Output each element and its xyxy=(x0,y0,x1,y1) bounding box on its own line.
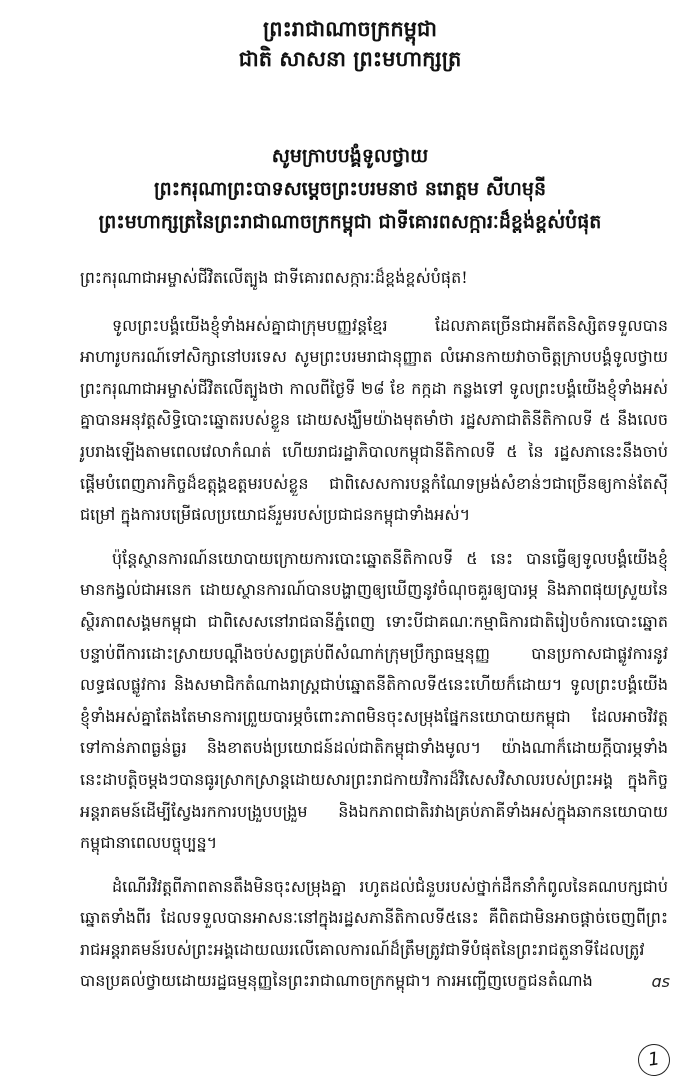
page-number: 1 xyxy=(636,1042,672,1078)
paragraph-3: ដំណើរវិវត្តពីភាពតានតឹងមិនចុះសម្រុងគ្នា រហូតដល់ជំនួបរបស់ថ្នាក់ដឹកនាំកំពូលនៃគណបក្សជាប់ឆ្នោតទាំងពីរ ដែលទទួលបានអាសនៈនៅក្នុងរដ្ឋសភានីតិកាលទី៥នេះ គឺពិតជាមិនអាចផ្តាច់ចេញពីព្រះរាជអន្តរាគមន៍របស់ព្រះអង្គដោយឈរលើគោលការណ៍ដ៏ត្រឹមត្រូវជាទីបំផុតនៃព្រះរាជតួនាទីដែលត្រូវបានប្រគល់ថ្វាយដោយរដ្ឋធម្មនុញ្ញនៃព្រះរាជាណាចក្រកម្ពុជា។ ការអញ្ជើញបេក្ខជនតំណាង xyxy=(80,876,668,991)
motto-nation-religion-king: ជាតិ សាសនា ព្រះមហាក្សត្រ xyxy=(238,46,462,71)
salutation-line-2: ព្រះករុណាព្រះបាទសម្តេចព្រះបរមនាថ នរោត្តម សីហមុនី xyxy=(153,178,547,200)
salutation-line-1: សូមក្រាបបង្គំទូលថ្វាយ xyxy=(271,145,429,167)
salutation-block xyxy=(0,140,700,239)
motto-kingdom: ព្រះរាជាណាចក្រកម្ពុជា xyxy=(262,16,437,41)
salutation-line-3: ព្រះមហាក្សត្រនៃព្រះរាជាណាចក្រកម្ពុជា ជាទីគោរពសក្ការៈដ៏ខ្ពង់ខ្ពស់បំផុត xyxy=(98,211,602,233)
paragraph-2: ប៉ុន្តែស្ថានការណ៍នយោបាយក្រោយការបោះឆ្នោតនីតិកាលទី ៥ នេះ បានធ្វើឲ្យទូលបង្គំយើងខ្ញុំមានកង្វល់ជាអនេក ដោយស្ថានការណ៍បានបង្ហាញឲ្យឃើញនូវចំណុចគួរឲ្យបារម្ភ និងភាពផុយស្រួយនៃស្ថិរភាពសង្គមកម្ពុជា ជាពិសេសនៅរាជធានីភ្នំពេញ ទោះបីជាគណៈកម្មាធិការជាតិរៀបចំការបោះឆ្នោត បន្ទាប់ពីការដោះស្រាយបណ្តឹងចប់សព្វគ្រប់ពីសំណាក់ក្រុមប្រឹក្សាធម្មនុញ្ញ បានប្រកាសជាផ្លូវការនូវលទ្ធផលផ្លូវការ និងសមាជិកតំណាងរាស្ត្រជាប់ឆ្នោតនីតិកាលទី៥នេះហើយក៏ដោយ។ ទូលព្រះបង្គំយើងខ្ញុំទាំងអស់គ្នាតែងតែមានការព្រួយបារម្ភចំពោះភាពមិនចុះសម្រុងផ្នែកនយោបាយកម្ពុជា ដែលអាចវិវត្តទៅកាន់ភាពធ្ងន់ធ្ងរ និងខាតបង់ប្រយោជន៍ដល់ជាតិកម្ពុជាទាំងមូល។ យ៉ាងណាក៏ដោយក្តីបារម្ភទាំងនេះដាបត្តិចម្តងៗបានធូរស្រាកស្រាន្តដោយសារព្រះរាជកាយវិការដ៏វិសេសវិសាលរបស់ព្រះអង្គ ក្នុងកិច្ចអន្តរាគមន៍ដើម្បីស្វែងរកការបង្រួបបង្រួម និងឯកភាពជាតិរវាងគ្រប់ភាគីទាំងអស់ក្នុងឆាកនយោបាយកម្ពុជានាពេលបច្ចុប្បន្ន។ xyxy=(80,548,668,853)
handwritten-initials: ɑs xyxy=(651,972,670,991)
paragraph-1: ទូលព្រះបង្គំយើងខ្ញុំទាំងអស់គ្នាជាក្រុមបញ្ញវន្តខ្មែរ ដែលភាគច្រើនជាអតីតនិស្សិតទទួលបានអាហារូបករណ៍ទៅសិក្សានៅបរទេស សូមព្រះបរមរាជានុញ្ញាត លំអោនកាយវាចាចិត្តក្រាបបង្គំទូលថ្វាយព្រះករុណាជាអម្ចាស់ជីវិតលើត្បូងថា កាលពីថ្ងៃទី ២៨ ខែ កក្កដា កន្លងទៅ ទូលព្រះបង្គំយើងខ្ញុំទាំងអស់គ្នាបានអនុវត្តសិទ្ធិបោះឆ្នោតរបស់ខ្លួន ដោយសង្ឃឹមយ៉ាងមុតមាំថា រដ្ឋសភាជាតិនីតិកាលទី ៥ នឹងលេចរូបរាងឡើងតាមពេលវេលាកំណត់ ហើយរាជរដ្ឋាភិបាលកម្ពុជានីតិកាលទី ៥ នៃ រដ្ឋសភានេះនឹងចាប់ផ្តើមបំពេញភារកិច្ចដ៏ឧត្តុង្គឧត្តមរបស់ខ្លួន ជាពិសេសការបន្តកំណែទម្រង់សំខាន់ៗជាច្រើនឲ្យកាន់តែស៊ីជម្រៅ ក្នុងការបម្រើផលប្រយោជន៍រួមរបស់ប្រជាជនកម្ពុជាទាំងអស់។ xyxy=(80,315,668,525)
national-motto xyxy=(0,14,700,74)
letter-body xyxy=(80,262,668,1009)
greeting-line: ព្រះករុណាជាអម្ចាស់ជីវិតលើត្បូង ជាទីគោរពសក្ការៈដ៏ខ្ពង់ខ្ពស់បំផុត! xyxy=(80,268,468,287)
